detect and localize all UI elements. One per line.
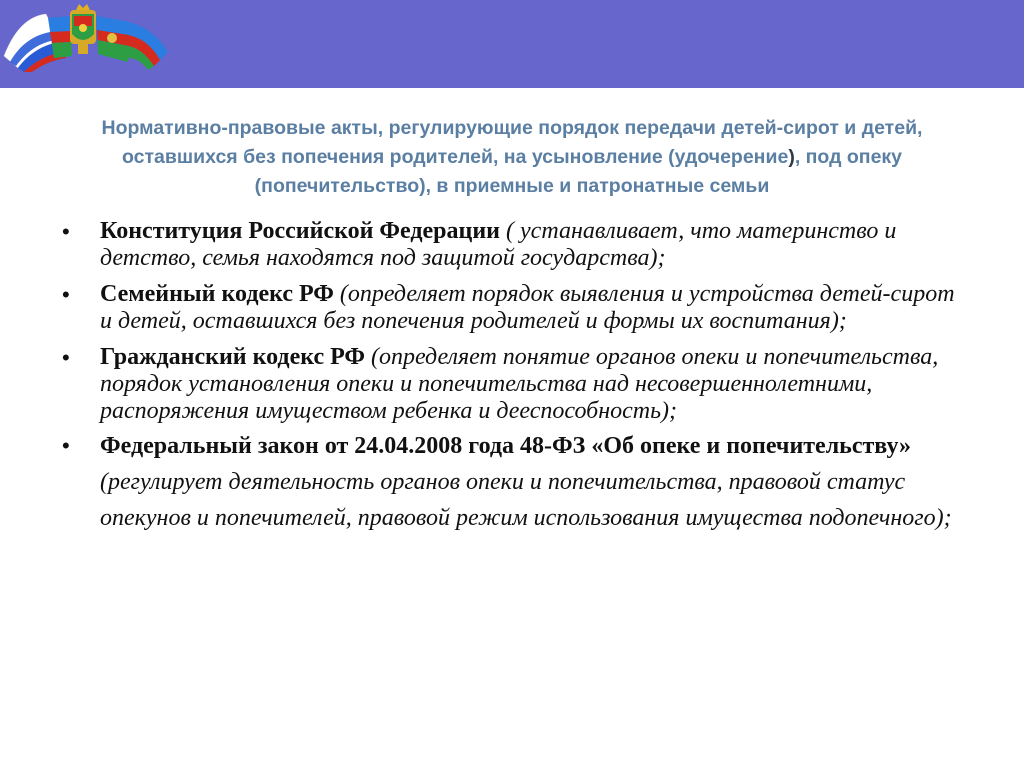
bullet-icon: • bbox=[62, 433, 70, 458]
list-item bbox=[60, 428, 960, 536]
bullet-icon: • bbox=[62, 219, 70, 244]
act-name: Федеральный закон от 24.04.2008 года 48-ФЗ «Об опеке и попечительству» bbox=[100, 433, 912, 459]
flags-emblem-icon bbox=[0, 2, 175, 72]
legal-acts-list bbox=[60, 218, 960, 545]
act-name: Гражданский кодекс РФ bbox=[100, 344, 365, 370]
act-description: (определяет понятие органов опеки и попечительства, порядок установления опеки и попечительства над несовершеннолетними, распоряжения имуществом ребенка и дееспособность); bbox=[100, 344, 939, 424]
slide-title bbox=[62, 114, 962, 201]
act-name: Конституция Российской Федерации bbox=[100, 218, 501, 244]
list-item bbox=[60, 281, 960, 335]
slide-title-part3: , под опеку (попечительство), в приемные и патронатные семьи bbox=[254, 146, 903, 197]
list-item bbox=[60, 218, 960, 272]
act-name: Семейный кодекс РФ bbox=[100, 281, 334, 307]
bullet-icon: • bbox=[62, 345, 70, 370]
act-description: (регулирует деятельность органов опеки и попечительства, правовой статус опекунов и попечителей, правовой режим использования имущества подопечного); bbox=[100, 469, 952, 531]
slide-title-paren: ) bbox=[788, 146, 795, 168]
list-item bbox=[60, 344, 960, 425]
slide-title-part1: Нормативно-правовые акты, регулирующие порядок передачи детей-сирот и детей, оставшихся без попечения родителей, на усыновление (удочерение bbox=[101, 117, 923, 168]
act-description: ( устанавливает, что материнство и детство, семья находятся под защитой государства); bbox=[100, 218, 897, 271]
act-description: (определяет порядок выявления и устройства детей-сирот и детей, оставшихся без попечения родителей и формы их воспитания); bbox=[100, 281, 955, 334]
top-banner bbox=[0, 0, 1024, 88]
bullet-icon: • bbox=[62, 282, 70, 307]
